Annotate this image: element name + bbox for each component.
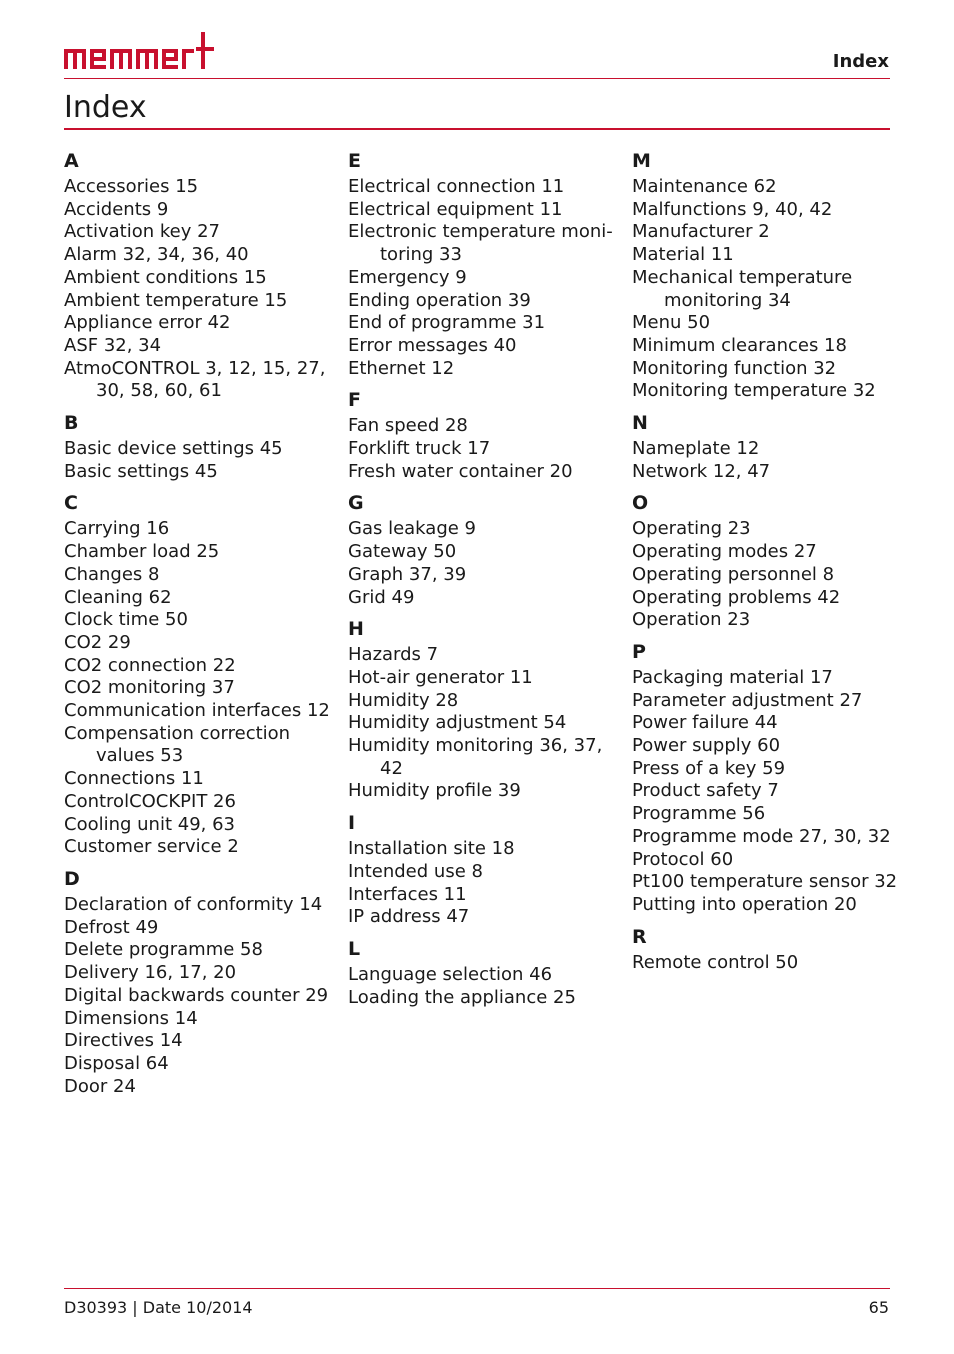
index-entry: Gas leakage 9 [348,518,476,540]
index-entry: Accidents 9 [64,198,169,220]
index-entry: Press of a key 59 [632,757,786,779]
index-entry: Pt100 temperature sensor 32 [632,871,898,893]
index-entry: Electrical equipment 11 [348,198,563,220]
index-entry-list [348,176,618,380]
index-letter-heading: H [348,618,364,641]
index-entry: ControlCOCKPIT 26 [64,790,236,812]
index-letter-heading: O [632,492,649,515]
index-entry: Ambient temperature 15 [64,289,288,311]
index-entry: Language selection 46 [348,963,553,985]
index-entry: Accessories 15 [64,176,199,197]
index-entry: Programme 56 [632,803,766,825]
index-group-e [348,146,618,380]
index-entry-list [348,415,618,483]
index-group-n [632,408,902,483]
index-entry: Electronic temperature moni-toring 33 [348,221,613,266]
index-entry: Operating personnel 8 [632,563,835,585]
index-entry-list [348,964,618,1009]
index-entry-list [632,518,902,632]
index-entry: Parameter adjustment 27 [632,689,863,711]
index-entry-list [64,438,334,483]
index-entry: Delete programme 58 [64,939,263,961]
index-letter-heading: A [64,150,79,172]
index-entry: Basic settings 45 [64,460,218,482]
index-entry-list [64,894,334,1098]
index-entry: Humidity adjustment 54 [348,712,567,734]
index-entry-list [348,644,618,803]
index-entry-list [64,176,334,403]
index-entry: Interfaces 11 [348,883,467,905]
index-entry: Directives 14 [64,1030,183,1052]
index-entry: Product safety 7 [632,780,779,802]
index-group-p [632,637,902,917]
index-entry: Humidity 28 [348,689,459,711]
index-entry-list [632,438,902,483]
index-entry: Cooling unit 49, 63 [64,813,235,835]
index-group-f [348,385,618,483]
index-group-i [348,808,618,929]
header-rule [64,78,890,79]
index-entry: Gateway 50 [348,541,457,563]
index-entry: CO2 29 [64,631,131,653]
index-entry: Malfunctions 9, 40, 42 [632,198,833,220]
index-entry: Minimum clearances 18 [632,334,847,356]
index-entry: Operating modes 27 [632,541,817,563]
index-entry: Alarm 32, 34, 36, 40 [64,244,249,266]
index-entry-list [348,518,618,609]
index-entry: Menu 50 [632,312,711,334]
index-entry: Changes 8 [64,563,160,585]
index-entry: Material 11 [632,244,734,266]
index-entry: Humidity monitoring 36, 37, 42 [348,735,603,779]
index-group-c [64,488,334,859]
index-entry: Error messages 40 [348,334,517,356]
index-entry: IP address 47 [348,906,470,928]
index-entry: ASF 32, 34 [64,334,162,356]
index-entry: Monitoring temperature 32 [632,380,876,402]
index-entry: Fan speed 28 [348,415,468,437]
index-entry-list [348,838,618,929]
index-entry: Dimensions 14 [64,1007,198,1029]
index-letter-heading: N [632,412,648,435]
running-header: Index [832,51,889,72]
index-entry: CO2 monitoring 37 [64,677,235,699]
index-entry: Activation key 27 [64,221,220,243]
index-entry-list [632,952,902,975]
title-rule [64,128,890,130]
index-entry: Manufacturer 2 [632,221,770,243]
index-entry: Cleaning 62 [64,586,172,608]
document-info: D30393 | Date 10/2014 [64,1298,253,1317]
index-group-g [348,488,618,609]
index-letter-heading: C [64,492,78,515]
index-group-a [64,146,334,403]
memmert-logo [64,32,216,72]
index-entry: Mechanical temperature monitoring 34 [632,266,853,311]
index-entry: Communication interfaces 12 [64,700,330,722]
index-entry: Ending operation 39 [348,289,531,311]
index-letter-heading: B [64,412,79,435]
index-letter-heading: F [348,389,361,412]
index-entry: Packaging material 17 [632,666,833,688]
index-entry: Ambient conditions 15 [64,266,267,288]
index-group-d [64,864,334,1098]
index-entry: Programme mode 27, 30, 32 [632,825,891,847]
index-entry: Operating 23 [632,518,751,540]
index-entry: Power supply 60 [632,735,781,757]
index-entry: Disposal 64 [64,1052,169,1074]
index-entry: Digital backwards counter 29 [64,984,329,1006]
index-entry: Hazards 7 [348,644,439,666]
index-group-h [348,614,618,803]
index-letter-heading: M [632,150,651,172]
index-entry: Grid 49 [348,586,415,608]
index-entry: Emergency 9 [348,266,467,288]
index-entry: Network 12, 47 [632,460,771,482]
index-entry: Graph 37, 39 [348,563,467,585]
index-entry-list [632,176,902,403]
index-letter-heading: R [632,925,647,948]
index-letter-heading: G [348,492,364,515]
index-letter-heading: D [64,867,80,890]
index-entry: Compensation correction values 53 [64,722,291,767]
index-letter-heading: P [632,640,646,663]
index-group-m [632,146,902,403]
index-group-r [632,922,902,975]
index-letter-heading: E [348,150,361,172]
index-entry: Delivery 16, 17, 20 [64,962,237,984]
index-entry: Protocol 60 [632,848,734,870]
index-entry: Chamber load 25 [64,541,220,563]
index-entry: Declaration of conformity 14 [64,893,323,915]
index-letter-heading: L [348,937,361,960]
index-entry: Remote control 50 [632,951,799,973]
index-entry: CO2 connection 22 [64,654,236,676]
index-entry: Connections 11 [64,768,204,790]
index-entry: Basic device settings 45 [64,438,283,460]
index-entry: Monitoring function 32 [632,357,837,379]
index-column-2 [348,146,618,1009]
footer-rule [64,1288,890,1289]
index-entry-list [632,667,902,917]
index-entry: AtmoCONTROL 3, 12, 15, 27, 30, 58, 60, 61 [64,357,326,402]
page-number: 65 [868,1298,889,1317]
index-entry: Defrost 49 [64,916,159,938]
page-title: Index [64,90,147,125]
index-letter-heading: I [348,812,356,835]
index-entry: Customer service 2 [64,836,239,858]
index-entry: Clock time 50 [64,609,188,631]
index-entry: Hot-air generator 11 [348,666,533,688]
index-entry: Fresh water container 20 [348,460,573,482]
index-entry: Operation 23 [632,609,751,631]
index-entry: Intended use 8 [348,860,483,882]
index-entry: Power failure 44 [632,712,778,734]
index-column-1 [64,146,334,1098]
index-entry: Installation site 18 [348,838,515,860]
index-entry: Operating problems 42 [632,586,841,608]
index-entry: Ethernet 12 [348,357,455,379]
index-entry: Appliance error 42 [64,312,231,334]
index-entry: Maintenance 62 [632,176,777,197]
index-entry: Humidity profile 39 [348,780,521,802]
index-entry: End of programme 31 [348,312,546,334]
index-entry-list [64,518,334,859]
index-column-3 [632,146,902,974]
index-group-o [632,488,902,632]
index-entry: Nameplate 12 [632,438,760,460]
index-group-b [64,408,334,483]
index-entry: Putting into operation 20 [632,893,857,915]
index-entry: Electrical connection 11 [348,176,565,197]
index-group-l [348,934,618,1009]
index-entry: Forklift truck 17 [348,438,491,460]
index-entry: Loading the appliance 25 [348,986,576,1008]
index-entry: Door 24 [64,1075,136,1097]
index-entry: Carrying 16 [64,518,170,540]
